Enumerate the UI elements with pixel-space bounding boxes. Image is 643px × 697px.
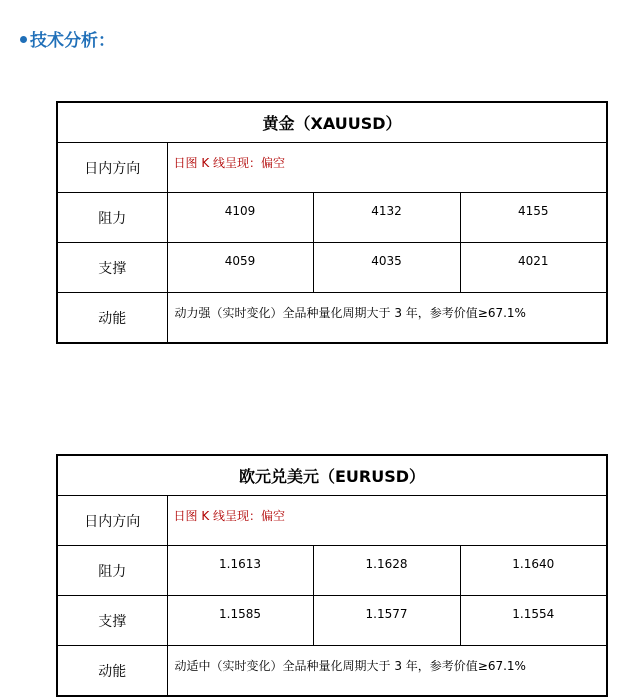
momentum-label: 动能 bbox=[57, 646, 167, 697]
resistance-value: 1.1640 bbox=[460, 546, 607, 596]
table-row bbox=[57, 243, 607, 293]
direction-value: 日图 K 线呈现：偏空 bbox=[167, 496, 607, 546]
table-row bbox=[57, 646, 607, 697]
support-label: 支撑 bbox=[57, 243, 167, 293]
momentum-value: 动适中（实时变化）全品种量化周期大于 3 年，参考价值≥67.1% bbox=[167, 646, 607, 697]
support-label: 支撑 bbox=[57, 596, 167, 646]
section-heading bbox=[20, 26, 115, 51]
resistance-value: 1.1613 bbox=[167, 546, 313, 596]
eurusd-analysis-table bbox=[56, 454, 608, 697]
direction-label: 日内方向 bbox=[57, 143, 167, 193]
table-title-row bbox=[57, 102, 607, 143]
support-value: 1.1554 bbox=[460, 596, 607, 646]
resistance-value: 4155 bbox=[460, 193, 607, 243]
support-value: 4059 bbox=[167, 243, 313, 293]
resistance-value: 4109 bbox=[167, 193, 313, 243]
section-heading-text: 技术分析： bbox=[30, 31, 115, 51]
resistance-label: 阻力 bbox=[57, 193, 167, 243]
table-row bbox=[57, 596, 607, 646]
table-row bbox=[57, 496, 607, 546]
momentum-value: 动力强（实时变化）全品种量化周期大于 3 年，参考价值≥67.1% bbox=[167, 293, 607, 344]
direction-label: 日内方向 bbox=[57, 496, 167, 546]
table-row bbox=[57, 293, 607, 344]
resistance-value: 4132 bbox=[313, 193, 460, 243]
support-value: 1.1585 bbox=[167, 596, 313, 646]
momentum-label: 动能 bbox=[57, 293, 167, 344]
support-value: 4021 bbox=[460, 243, 607, 293]
table-row bbox=[57, 143, 607, 193]
resistance-value: 1.1628 bbox=[313, 546, 460, 596]
direction-value: 日图 K 线呈现：偏空 bbox=[167, 143, 607, 193]
resistance-label: 阻力 bbox=[57, 546, 167, 596]
bullet-icon bbox=[20, 36, 27, 43]
table-title: 黄金（XAUUSD） bbox=[57, 102, 607, 143]
table-title: 欧元兑美元（EURUSD） bbox=[57, 455, 607, 496]
gold-analysis-table bbox=[56, 101, 608, 344]
table-title-row bbox=[57, 455, 607, 496]
table-row bbox=[57, 546, 607, 596]
table-row bbox=[57, 193, 607, 243]
support-value: 1.1577 bbox=[313, 596, 460, 646]
support-value: 4035 bbox=[313, 243, 460, 293]
